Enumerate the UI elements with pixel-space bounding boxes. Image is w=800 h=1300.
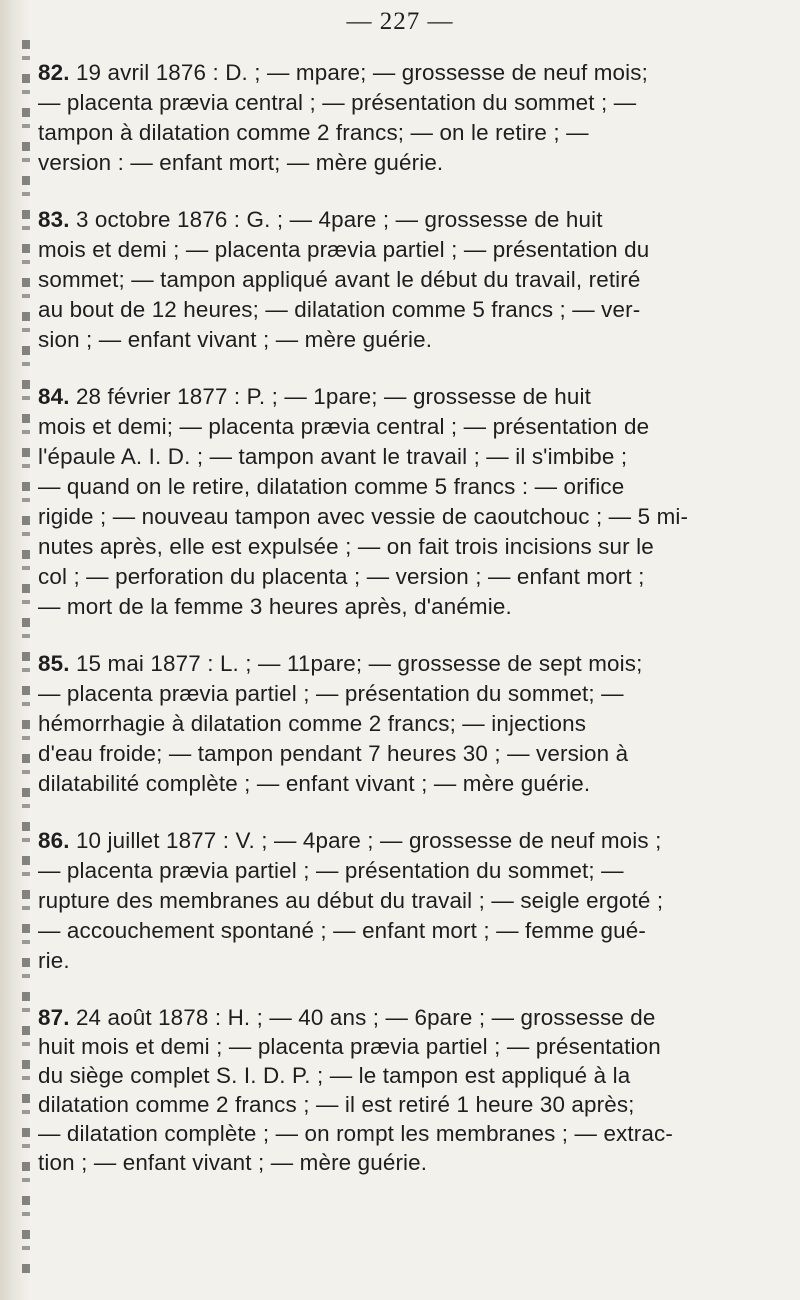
entry-line: hémorrhagie à dilatation comme 2 francs; — injections (38, 711, 587, 736)
case-number: 84. (38, 384, 70, 409)
entry-line (38, 205, 786, 235)
case-entry-84 (38, 382, 786, 622)
entry-line: dilatation comme 2 francs ; — il est retiré 1 heure 30 après; (38, 1092, 635, 1117)
entry-line: — placenta prævia central ; — présentation du sommet ; — (38, 90, 637, 115)
entry-line: rie. (38, 948, 70, 973)
entry-line: sommet; — tampon appliqué avant le début du travail, retiré (38, 267, 641, 292)
entry-line: huit mois et demi ; — placenta prævia partiel ; — présentation (38, 1034, 661, 1059)
entry-line: du siège complet S. I. D. P. ; — le tampon est appliqué à la (38, 1063, 631, 1088)
entry-line: col ; — perforation du placenta ; — version ; — enfant mort ; (38, 564, 645, 589)
entry-line: l'épaule A. I. D. ; — tampon avant le travail ; — il s'imbibe ; (38, 444, 628, 469)
entry-line: mois et demi; — placenta prævia central ; — présentation de (38, 414, 650, 439)
case-number: 85. (38, 651, 70, 676)
entry-line (38, 58, 786, 88)
entry-line (38, 382, 786, 412)
entry-line: au bout de 12 heures; — dilatation comme 5 francs ; — ver- (38, 297, 641, 322)
entry-text: 28 février 1877 : P. ; — 1pare; — grossesse de huit (69, 384, 591, 409)
case-entry-86 (38, 826, 786, 976)
page-number: — 227 — (346, 8, 454, 35)
case-entry-83 (38, 205, 786, 355)
entry-line: tion ; — enfant vivant ; — mère guérie. (38, 1150, 428, 1175)
entry-line: tampon à dilatation comme 2 francs; — on le retire ; — (38, 120, 589, 145)
page-binding-edge (22, 40, 30, 1280)
entry-text: 24 août 1878 : H. ; — 40 ans ; — 6pare ; — grossesse de (69, 1005, 656, 1030)
entry-line: — accouchement spontané ; — enfant mort ; — femme gué- (38, 918, 646, 943)
entry-text: 19 avril 1876 : D. ; — mpare; — grossesse de neuf mois; (69, 60, 648, 85)
case-number: 82. (38, 60, 70, 85)
entry-line: — placenta prævia partiel ; — présentation du sommet; — (38, 681, 624, 706)
entry-line: — quand on le retire, dilatation comme 5 francs : — orifice (38, 474, 625, 499)
entry-line: — dilatation complète ; — on rompt les membranes ; — extrac- (38, 1121, 673, 1146)
page-body (38, 58, 786, 1204)
entry-line (38, 649, 786, 679)
entry-line: mois et demi ; — placenta prævia partiel ; — présentation du (38, 237, 650, 262)
entry-line: dilatabilité complète ; — enfant vivant ; — mère guérie. (38, 771, 591, 796)
entry-line (38, 1003, 786, 1032)
entry-line: nutes après, elle est expulsée ; — on fait trois incisions sur le (38, 534, 654, 559)
case-number: 83. (38, 207, 70, 232)
entry-line: d'eau froide; — tampon pendant 7 heures 30 ; — version à (38, 741, 629, 766)
entry-text: 10 juillet 1877 : V. ; — 4pare ; — grossesse de neuf mois ; (69, 828, 662, 853)
case-number: 86. (38, 828, 70, 853)
case-number: 87. (38, 1005, 70, 1030)
entry-line: rupture des membranes au début du travail ; — seigle ergoté ; (38, 888, 664, 913)
entry-line: version : — enfant mort; — mère guérie. (38, 150, 444, 175)
entry-line: sion ; — enfant vivant ; — mère guérie. (38, 327, 433, 352)
entry-text: 3 octobre 1876 : G. ; — 4pare ; — grossesse de huit (69, 207, 603, 232)
entry-line: — mort de la femme 3 heures après, d'anémie. (38, 594, 512, 619)
case-entry-87 (38, 1003, 786, 1177)
case-entry-82 (38, 58, 786, 178)
entry-line: — placenta prævia partiel ; — présentation du sommet; — (38, 858, 624, 883)
entry-line (38, 826, 786, 856)
case-entry-85 (38, 649, 786, 799)
entry-text: 15 mai 1877 : L. ; — 11pare; — grossesse de sept mois; (69, 651, 643, 676)
entry-line: rigide ; — nouveau tampon avec vessie de caoutchouc ; — 5 mi- (38, 504, 689, 529)
